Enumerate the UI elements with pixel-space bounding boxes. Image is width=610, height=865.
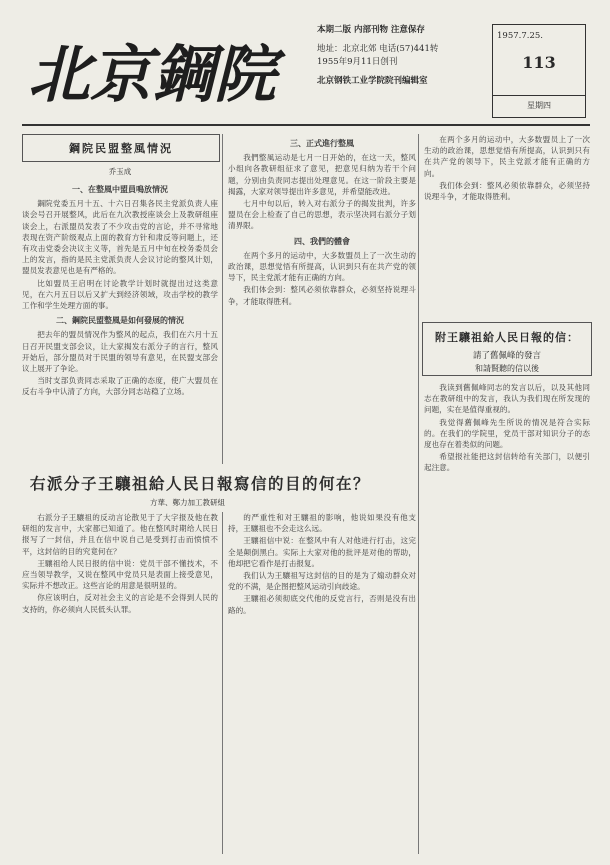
article2-paragraph: 七月中旬以后，转入对右派分子的揭发批判，许多盟员在会上检查了自己的思想，表示坚决同右派分子划清界限。 — [228, 199, 416, 231]
article4-body — [228, 512, 416, 854]
masthead-address: 地址：北京北郊 电话(57)441转 — [317, 44, 439, 54]
article2-paragraph: 在两个多月的运动中，大多数盟员上了一次生动的政治课，思想觉悟有所提高，认识到只有在共产党的领导下，民主党派才能有正确的方向。 — [228, 250, 416, 283]
article3-paragraph: 王驤祖给人民日报的信中说：党员干部不懂技术，不应当领导教学，又说在整风中党员只是表面上接受意见，实际并不想改正。这些言论的用意是很明显的。 — [22, 558, 218, 591]
column-divider — [418, 134, 419, 854]
article5-subtitle2: 和請賢聽的信以後 — [475, 364, 539, 373]
article1-paragraph: 鋼院党委五月十五、十六日召集各民主党派负责人座谈会号召开展整风，此后在九次教授座谈会上及教研组座谈会上，右派盟员发表了不少攻击党的言论，并不寻常地表现在资产阶级观点上面的教育方针和肃反等问题上，还有攻击党委会决议主义等，首先是五月中旬在校务委员会上的发言，指的是民主党派负责人会议讨论的整风计划，盟员发表意见也是有严格的。 — [22, 199, 218, 276]
article5-title-box — [422, 322, 592, 376]
article1-section1-heading: 一、在整風中盟員鳴放情況 — [72, 184, 168, 194]
article5-body — [424, 382, 590, 854]
article4-paragraph: 王驤祖信中说：在整风中有人对他进行打击，这完全是颠倒黑白。实际上大家对他的批评是对他的帮助，他却把它看作是打击报复。 — [228, 536, 416, 568]
article2-continued — [424, 134, 590, 316]
article3-byline: 方華、鄭力加工教研組 — [150, 498, 225, 507]
masthead-publisher: 北京钢铁工业学院院刊编辑室 — [317, 76, 428, 86]
article2-section4-heading: 四、我們的體會 — [294, 235, 350, 246]
svg-text:北京鋼院: 北京鋼院 — [28, 38, 277, 111]
article3-paragraph: 你应该明白，反对社会主义的言论是不会得到人民的支持的，你必须向人民低头认罪。 — [22, 593, 218, 614]
masthead-registered: 1955年9月11日创刊 — [317, 57, 398, 67]
article5-paragraph: 希望报社能把这封信转给有关部门，以便引起注意。 — [424, 452, 590, 473]
masthead-period: 本期二版 内部刊物 注意保存 — [317, 25, 425, 35]
column-divider — [222, 512, 223, 854]
article2-continued-paragraph: 我们体会到：整风必须依靠群众，必须坚持说理斗争，才能取得胜利。 — [424, 180, 590, 202]
article1-paragraph: 比如盟员王启明在讨论教学计划时就提出过这类意见，在六月五日以后又扩大到经济领域，攻击学校的教学工作和学生处理方面的事。 — [22, 278, 218, 311]
article4-paragraph: 我们认为王驤祖写这封信的目的是为了煽动群众对党的不满，是企图把整风运动引向歧途。 — [228, 571, 416, 592]
masthead-logo — [28, 30, 298, 114]
article1-paragraph: 把去年的盟员情况作为整风的起点，我们在六月十五日召开民盟支部会议，让大家揭发右派分子的言行，整风开始后，部分盟员对于民盟的领导有意见，在民盟支部会议上展开了争论。 — [22, 330, 218, 374]
issue-box — [492, 24, 586, 118]
article2-continued-paragraph: 在两个多月的运动中，大多数盟员上了一次生动的政治课，思想觉悟有所提高，认识到只有在共产党的领导下，民主党派才能有正确的方向。 — [424, 135, 590, 178]
article1-paragraph: 当时支部负责同志采取了正确的态度，使广大盟员在反右斗争中认清了方向，大部分同志站稳了立场。 — [22, 376, 218, 397]
issue-number: 113 — [522, 53, 556, 72]
article1-body — [22, 180, 218, 462]
article2-body — [228, 134, 416, 466]
article1-section2-heading: 二、鋼院民盟整風是如何發展的情況 — [56, 315, 184, 326]
issue-date: 1957.7.25. — [497, 31, 543, 41]
column-divider — [222, 134, 223, 464]
article2-paragraph: 我们体会到：整风必须依靠群众，必须坚持说理斗争，才能取得胜利。 — [228, 285, 416, 306]
article5-subtitle: 請了舊佩峰的發言 — [472, 351, 541, 361]
article4-paragraph: 的严重性和对王驤祖的影响，他说如果没有他支持，王驤祖也不会走这么远。 — [228, 513, 416, 534]
issue-weekday: 星期四 — [493, 95, 585, 111]
article5-paragraph: 我读到舊佩峰同志的发言以后，以及其他同志在教研组中的发言，我认为我们现在所发现的问题，实在是值得重视的。 — [424, 383, 590, 415]
article3-headline: 右派分子王驤祖給人民日報寫信的目的何在？ — [30, 475, 371, 493]
article1-title: 鋼院民盟整風情況 — [69, 142, 173, 155]
masthead-meta — [317, 24, 487, 116]
masthead — [22, 10, 590, 134]
article2-paragraph: 我們整風运动是七月一日开始的，在这一天，整风小组向各教研组征求了意见，把意见归纳为若干个问题，分别由负责同志提出处理意见。在这一阶段主要是揭露，大家对领导提出许多意见，并希望能改进。 — [228, 153, 416, 196]
article5-title: 附王驤祖給人民日報的信： — [435, 331, 579, 344]
article3-paragraph: 右派分子王驤祖的反动言论散见于了大字报及他在教研组的发言中，大家都已知道了。他在整风时期给人民日报写了一封信，并且在信中说自己是受到打击而愤愤不平，这封信的目的究竟何在？ — [22, 513, 218, 556]
article3-body — [22, 512, 218, 854]
article1-title-box — [22, 134, 220, 162]
masthead-rule — [22, 124, 590, 126]
article5-paragraph: 我觉得舊佩峰先生所说的情况是符合实际的。在我们的学院里，党员干部对知识分子的态度也存在着类似的问题。 — [424, 417, 590, 450]
article1-byline: 乔玉成 — [108, 167, 132, 176]
article4-paragraph: 王驤祖必须彻底交代他的反党言行，否则是没有出路的。 — [228, 594, 416, 615]
article2-section3-heading: 三、正式進行整風 — [290, 138, 354, 148]
